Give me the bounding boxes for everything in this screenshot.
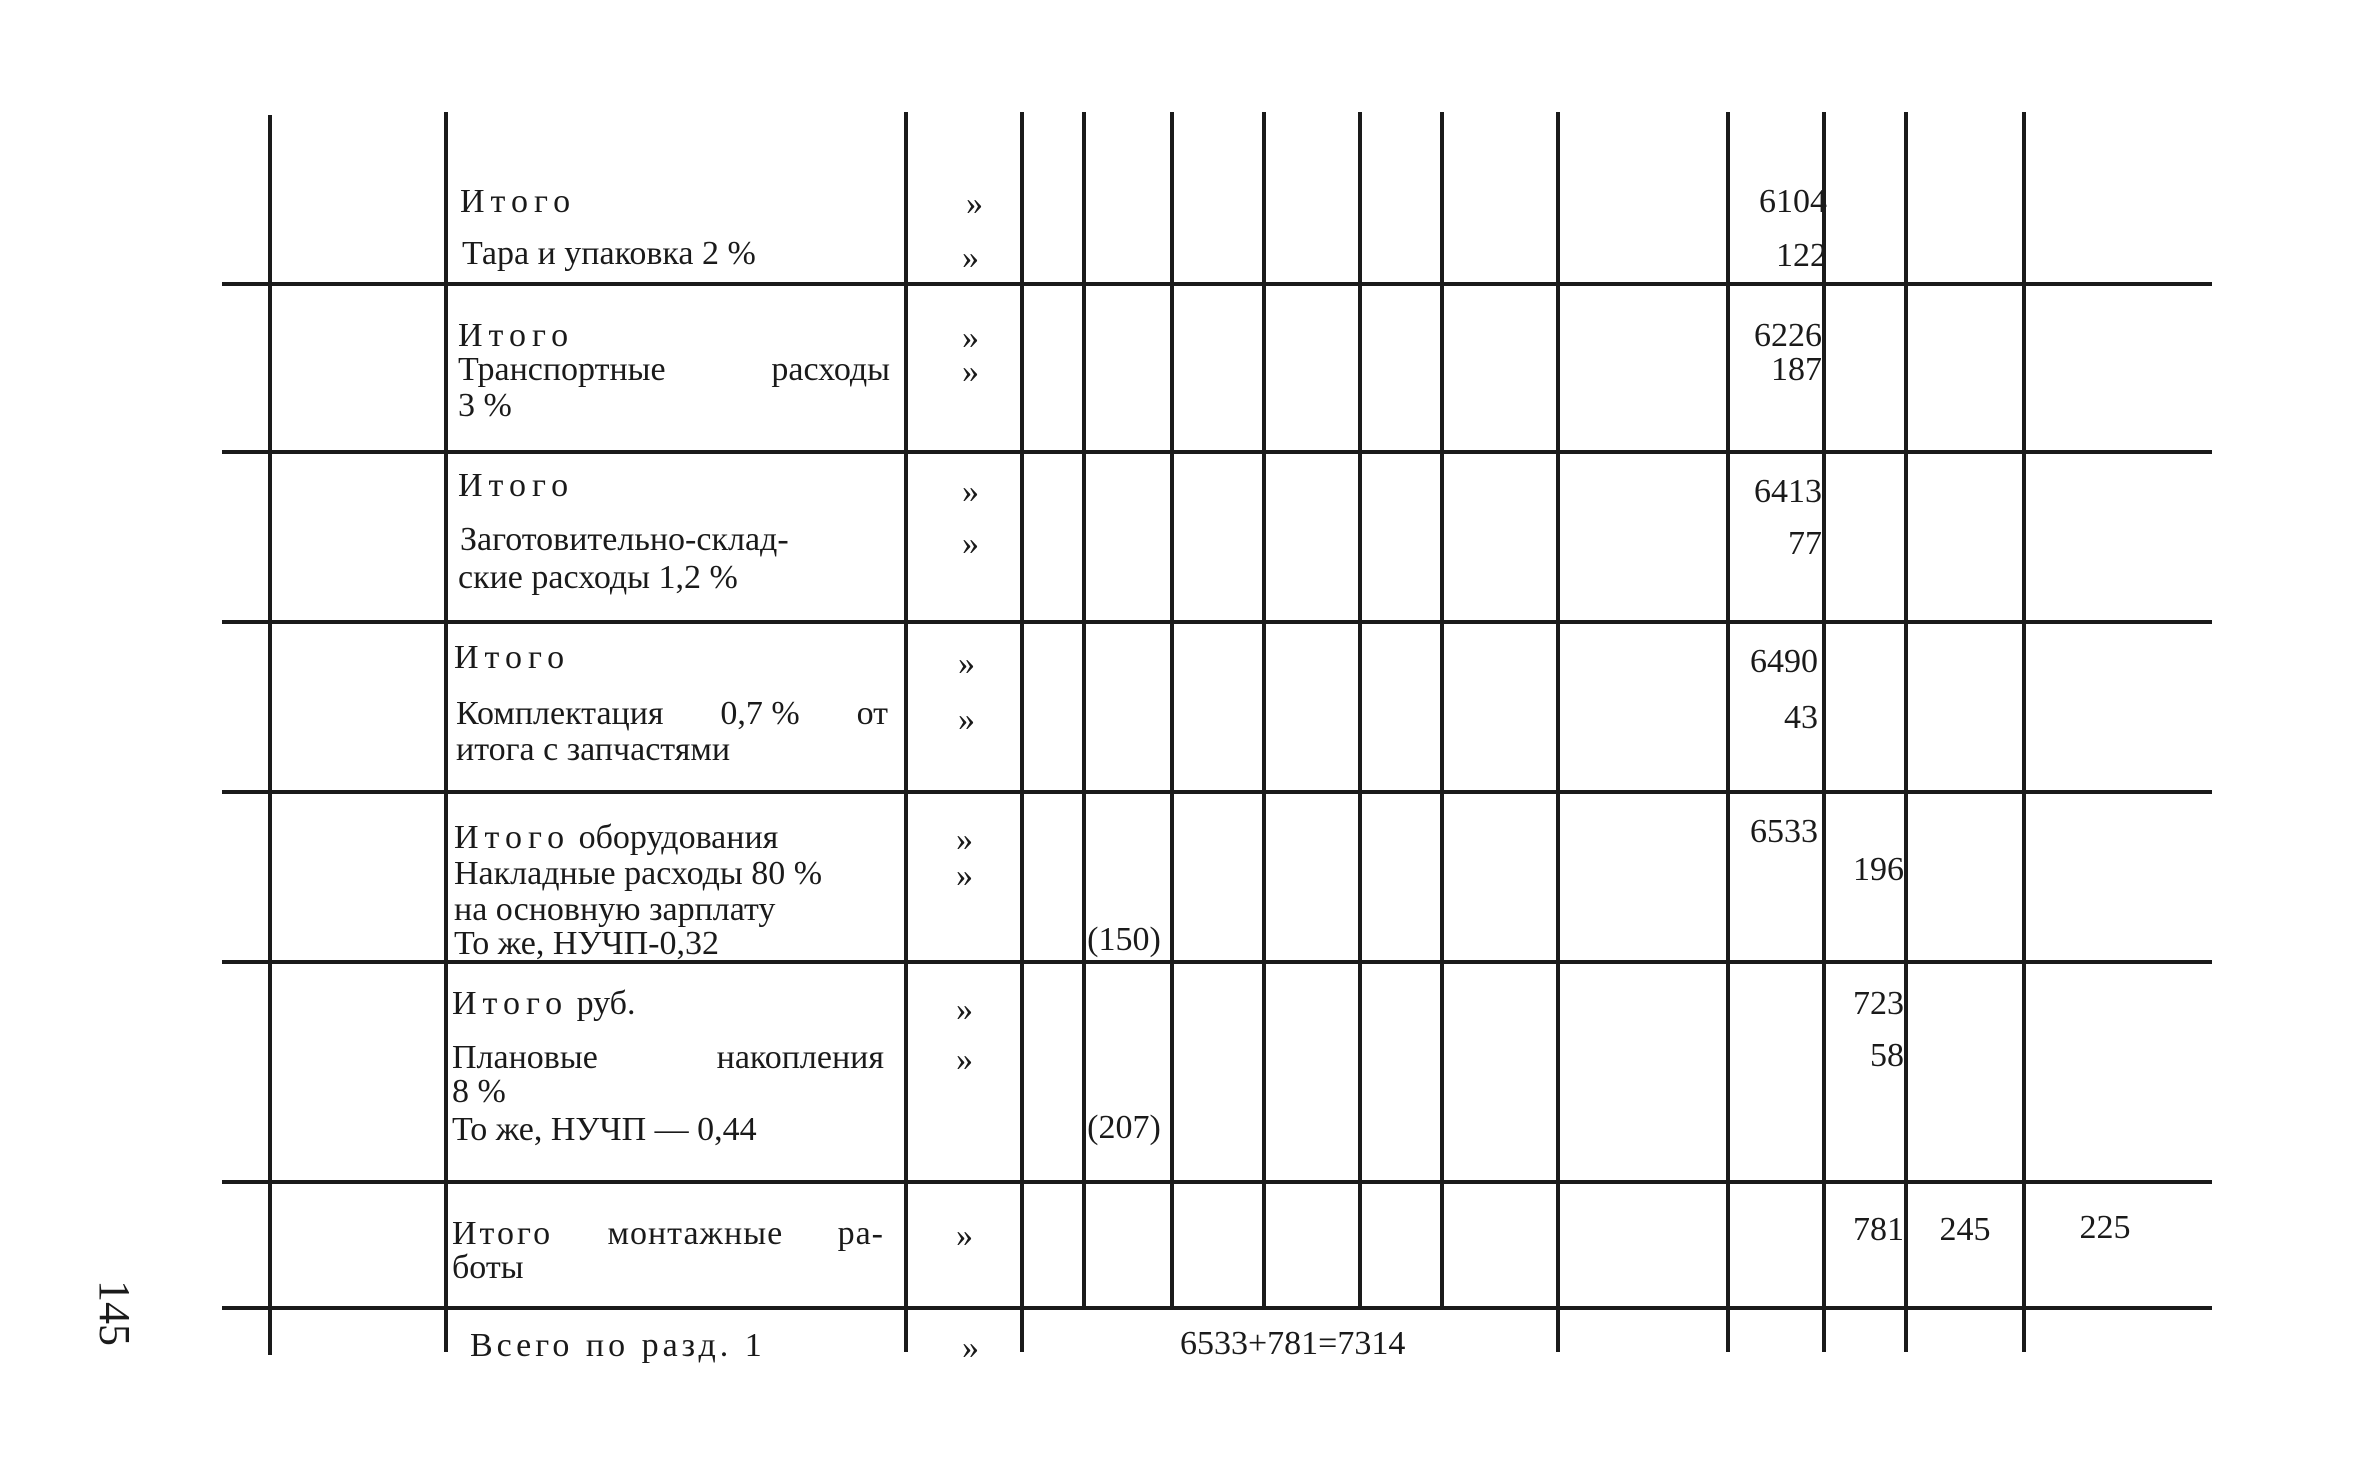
row-label: на основную зарплату xyxy=(454,891,776,928)
label-part: Итого xyxy=(454,819,571,856)
unit-cell: » xyxy=(962,525,979,562)
row-label: Накладные расходы 80 % xyxy=(454,855,823,892)
row-label: 3 % xyxy=(458,387,512,424)
label-part: руб. xyxy=(568,985,636,1022)
row-label xyxy=(456,696,888,732)
row-label: То же, НУЧП — 0,44 xyxy=(452,1111,757,1148)
column-divider xyxy=(904,112,908,1352)
equipment-cost-cell: 6490 xyxy=(1750,643,1818,680)
row-divider xyxy=(222,790,2212,794)
row-label: Итого xyxy=(458,467,575,504)
total-wage-cell: 225 xyxy=(2079,1209,2131,1246)
label-part: 0,7 % xyxy=(720,695,800,732)
label-part: накопления xyxy=(716,1039,884,1076)
label-part: ра- xyxy=(837,1215,884,1252)
column-divider xyxy=(1440,112,1444,1307)
unit-cell: » xyxy=(956,821,973,858)
row-label xyxy=(452,1040,884,1076)
unit-cell: » xyxy=(962,473,979,510)
column-divider xyxy=(1170,112,1174,1307)
row-label: Заготовительно-склад- xyxy=(460,521,789,558)
row-divider xyxy=(222,1306,2212,1310)
column-divider xyxy=(1358,112,1362,1307)
unit-cell: » xyxy=(962,319,979,356)
row-label: итога с запчастями xyxy=(456,731,731,768)
row-divider xyxy=(222,282,2212,286)
bracketed-value: (150) xyxy=(1087,921,1161,958)
row-divider xyxy=(222,1180,2212,1184)
unit-cell: » xyxy=(966,185,983,222)
wage-cost-cell: 245 xyxy=(1939,1211,1991,1248)
column-divider xyxy=(1556,112,1560,1352)
row-label: Итого xyxy=(460,183,577,220)
unit-cell: » xyxy=(962,239,979,276)
equipment-cost-cell: 6413 xyxy=(1754,473,1822,510)
installation-cost-cell: 781 xyxy=(1853,1211,1904,1248)
unit-cell: » xyxy=(958,701,975,738)
column-divider xyxy=(1262,112,1266,1307)
unit-cell: » xyxy=(962,1329,979,1366)
row-label xyxy=(454,820,778,856)
label-part: Транспортные xyxy=(458,351,666,388)
column-divider xyxy=(1904,112,1908,1352)
page-number: 145 xyxy=(90,1280,139,1346)
label-part: Итого xyxy=(452,985,569,1022)
unit-cell: » xyxy=(956,991,973,1028)
row-label: ские расходы 1,2 % xyxy=(458,559,738,596)
label-part: Комплектация xyxy=(456,695,664,732)
equipment-cost-cell: 6533 xyxy=(1750,813,1818,850)
unit-cell: » xyxy=(962,353,979,390)
unit-cell: » xyxy=(956,1041,973,1078)
row-label: Всего по разд. 1 xyxy=(470,1327,766,1364)
installation-cost-cell: 723 xyxy=(1853,985,1904,1022)
row-label xyxy=(458,352,890,388)
row-label: Итого xyxy=(454,639,571,676)
installation-cost-cell: 58 xyxy=(1870,1037,1904,1074)
column-divider xyxy=(268,115,272,1355)
label-part: расходы xyxy=(771,351,890,388)
label-part: Итого xyxy=(452,1215,554,1252)
equipment-cost-cell: 43 xyxy=(1784,699,1818,736)
column-divider xyxy=(1020,112,1024,1352)
equipment-cost-cell: 6226 xyxy=(1754,317,1822,354)
equipment-cost-cell: 122 xyxy=(1776,237,1827,274)
label-part: оборудования xyxy=(570,819,779,856)
row-divider xyxy=(222,620,2212,624)
row-label: Итого xyxy=(458,317,575,354)
label-part: Плановые xyxy=(452,1039,598,1076)
equipment-cost-cell: 6104 xyxy=(1759,183,1827,220)
row-label: 8 % xyxy=(452,1073,506,1110)
row-label: боты xyxy=(452,1249,524,1286)
row-label xyxy=(452,986,635,1022)
row-label: То же, НУЧП-0,32 xyxy=(454,925,719,962)
row-label: Тара и упаковка 2 % xyxy=(462,235,756,272)
unit-cell: » xyxy=(956,857,973,894)
label-part: монтажные xyxy=(607,1215,784,1252)
row-label xyxy=(452,1216,884,1252)
column-divider xyxy=(444,112,448,1352)
unit-cell: » xyxy=(958,645,975,682)
equipment-cost-cell: 77 xyxy=(1788,525,1822,562)
installation-cost-cell: 196 xyxy=(1853,851,1904,888)
column-divider xyxy=(1822,112,1826,1352)
bracketed-value: (207) xyxy=(1087,1109,1161,1146)
grand-total-formula: 6533+781=7314 xyxy=(1180,1325,1406,1362)
equipment-cost-cell: 187 xyxy=(1771,351,1822,388)
row-divider xyxy=(222,450,2212,454)
unit-cell: » xyxy=(956,1217,973,1254)
label-part: от xyxy=(856,695,888,732)
column-divider xyxy=(2022,112,2026,1352)
